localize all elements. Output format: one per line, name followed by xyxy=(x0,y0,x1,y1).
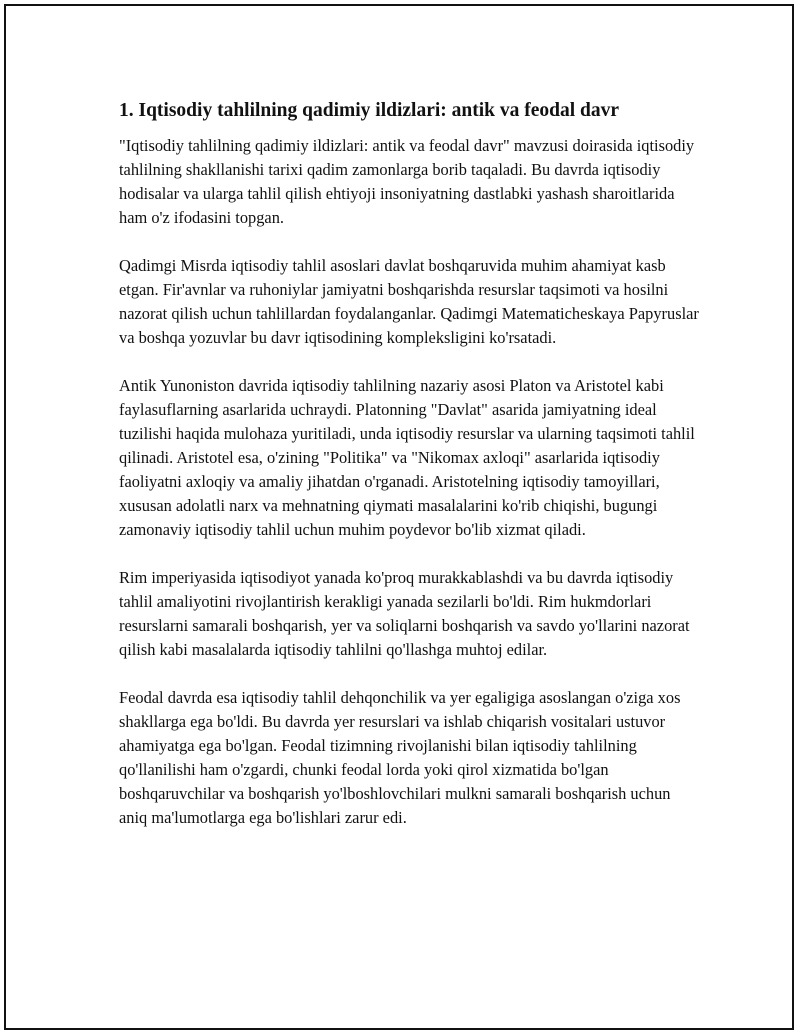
paragraph-greece: Antik Yunoniston davrida iqtisodiy tahlilning nazariy asosi Platon va Aristotel kabi faylasuflarning asarlarida uchraydi. Platonning "Davlat" asarida jamiyatning ideal tuzilishi haqida mulohaza yuritiladi, unda iqtisodiy resurslar va ularning taqsimoti tahlil qilinadi. Aristotel esa, o'zining "Politika" va "Nikomax axloqi" asarlarida iqtisodiy faoliyatni axloqiy va amaliy jihatdan o'rganadi. Aristotelning iqtisodiy tamoyillari, xususan adolatli narx va mehnatning qiymati masalalarini ko'rib chiqishi, bugungi zamonaviy iqtisodiy tahlil uchun muhim poydevor bo'lib xizmat qiladi. xyxy=(119,376,695,539)
page-frame xyxy=(4,4,794,1030)
document-body xyxy=(119,98,699,854)
section-heading: 1. Iqtisodiy tahlilning qadimiy ildizlari: antik va feodal davr xyxy=(119,100,620,121)
paragraph-feudal: Feodal davrda esa iqtisodiy tahlil dehqonchilik va yer egaligiga asoslangan o'ziga xos shakllarga ega bo'ldi. Bu davrda yer resurslari va ishlab chiqarish vositalari ustuvor ahamiyatga ega bo'lgan. Feodal tizimning rivojlanishi bilan iqtisodiy tahlilning qo'llanilishi ham o'zgardi, chunki feodal lorda yoki qirol xizmatida bo'lgan boshqaruvchilar va boshqarish yo'lboshlovchilari mulkni samarali boshqarish uchun aniq ma'lumotlarga ega bo'lishlari zarur edi. xyxy=(119,688,681,827)
paragraph-egypt: Qadimgi Misrda iqtisodiy tahlil asoslari davlat boshqaruvida muhim ahamiyat kasb etgan. Fir'avnlar va ruhoniylar jamiyatni boshqarishda resurslar taqsimoti va hosilni nazorat qilish uchun tahlillardan foydalanganlar. Qadimgi Matematicheskaya Papyruslar va boshqa yozuvlar bu davr iqtisodining kompleksligini ko'rsatadi. xyxy=(119,256,699,347)
paragraph-intro: "Iqtisodiy tahlilning qadimiy ildizlari: antik va feodal davr" mavzusi doirasida iqtisodiy tahlilning shakllanishi tarixi qadim zamonlarga borib taqaladi. Bu davrda iqtisodiy hodisalar va ularga tahlil qilish ehtiyoji insoniyatning dastlabki yashash sharoitlarida ham o'z ifodasini topgan. xyxy=(119,136,695,227)
paragraph-rome: Rim imperiyasida iqtisodiyot yanada ko'proq murakkablashdi va bu davrda iqtisodiy tahlil amaliyotini rivojlantirish kerakligi yanada sezilarli bo'ldi. Rim hukmdorlari resurslarni samarali boshqarish, yer va soliqlarni boshqarish va savdo yo'llarini nazorat qilish kabi masalalarda iqtisodiy tahlilni qo'llashga muhtoj edilar. xyxy=(119,568,690,659)
